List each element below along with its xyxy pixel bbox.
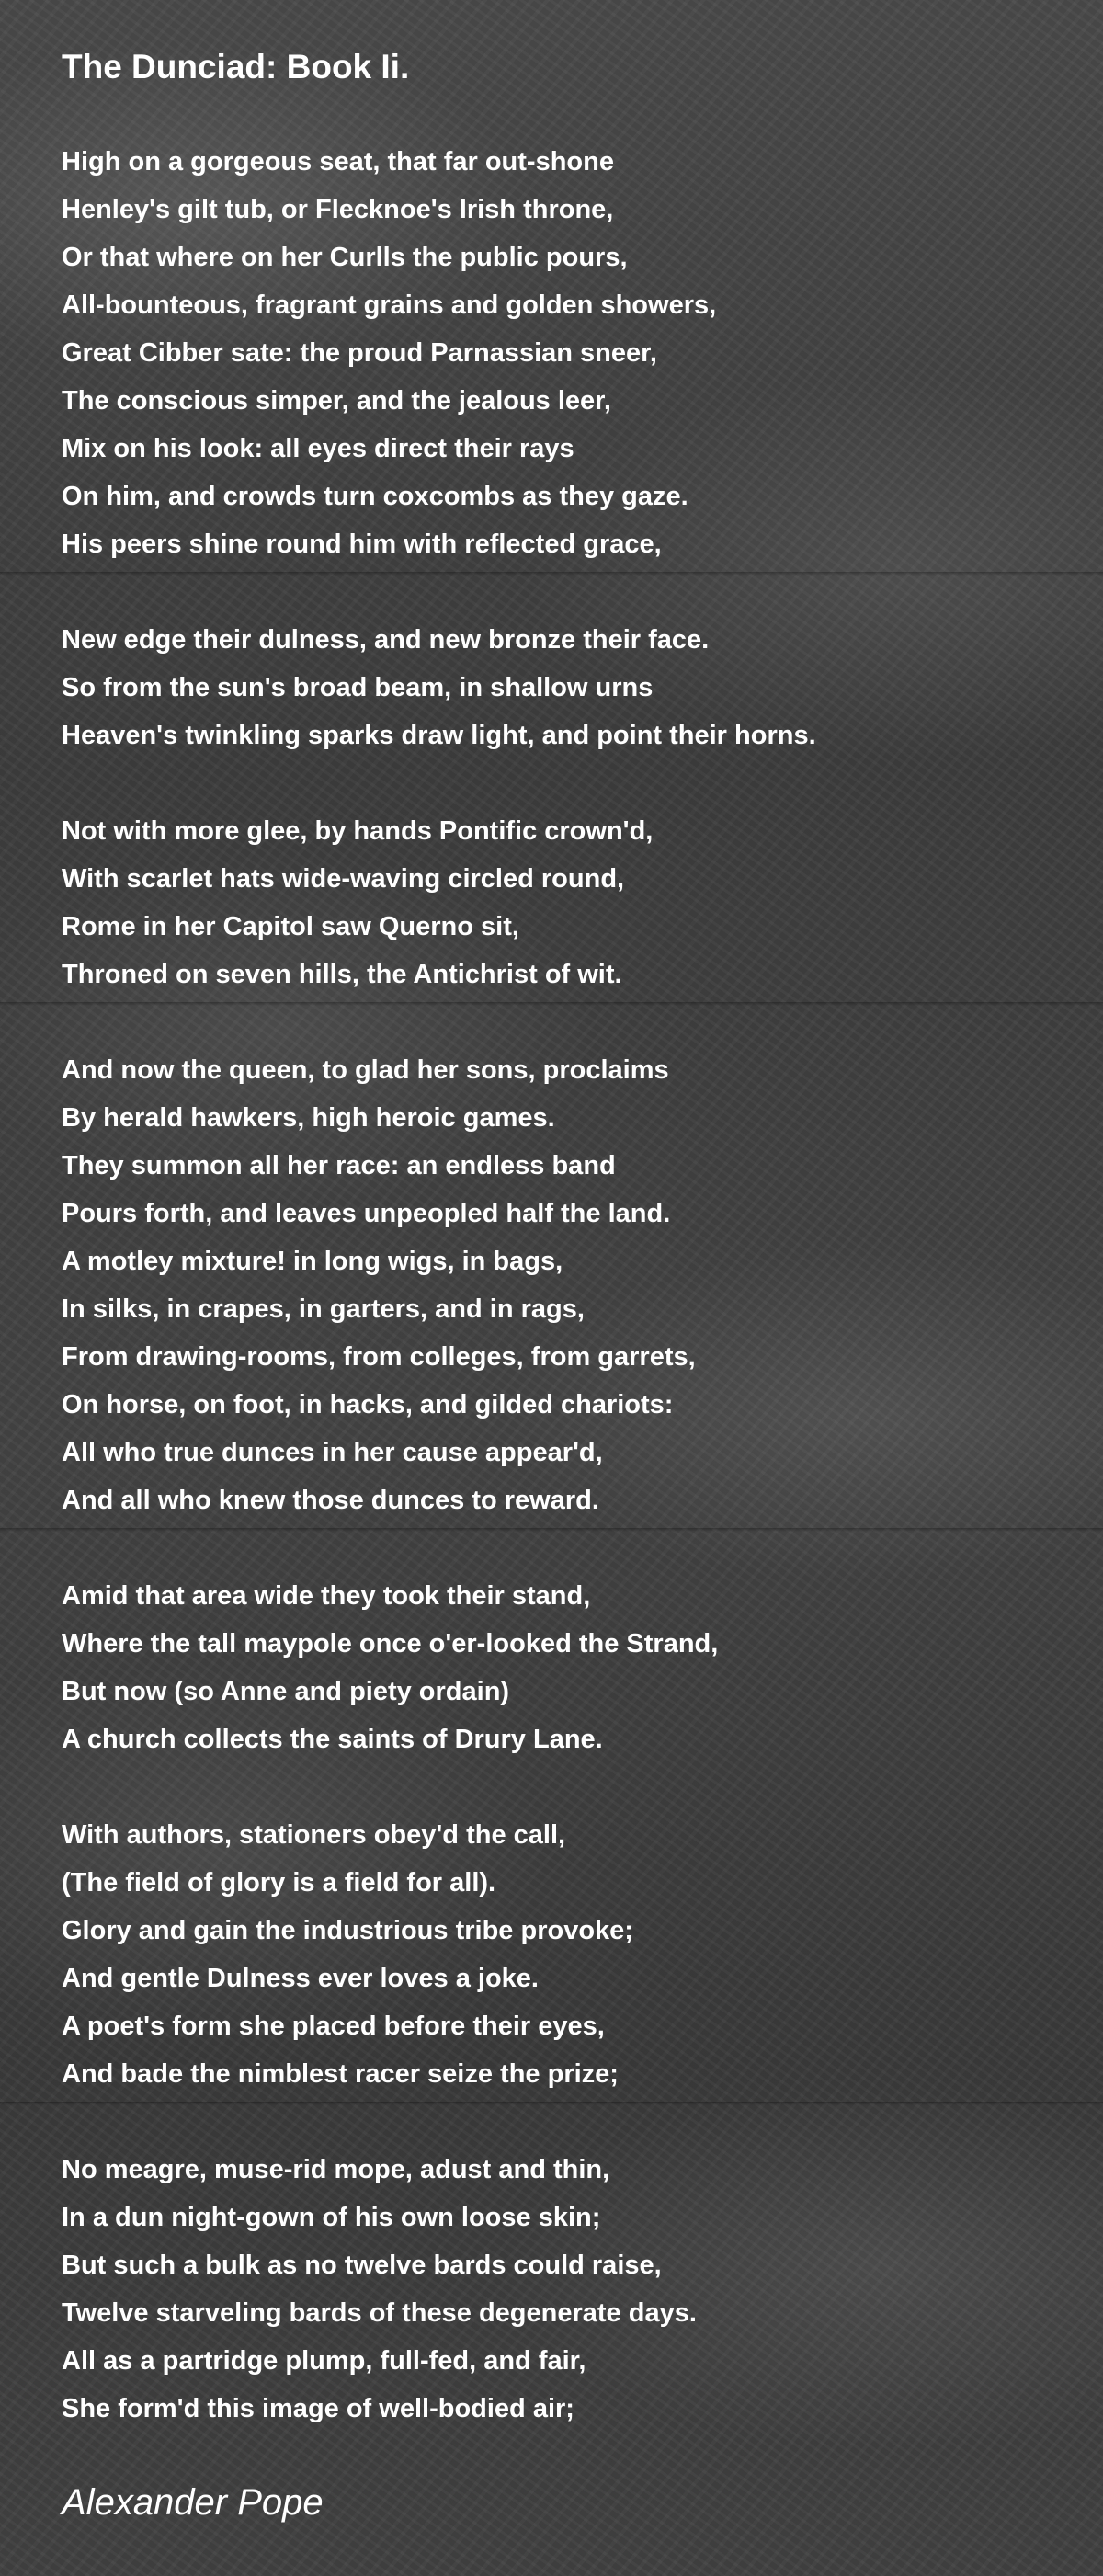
poem-line: All-bounteous, fragrant grains and golden showers, (62, 291, 717, 320)
poem-line: Not with more glee, by hands Pontific crown'd, (62, 816, 654, 846)
poem-line: From drawing-rooms, from colleges, from garrets, (62, 1342, 696, 1372)
poem-body (62, 138, 1054, 2480)
poem-line: And all who knew those dunces to reward. (62, 1486, 599, 1515)
poem-line: Amid that area wide they took their stand, (62, 1581, 591, 1611)
poem-line: (The field of glory is a field for all). (62, 1868, 496, 1898)
poem-line: On horse, on foot, in hacks, and gilded chariots: (62, 1390, 674, 1419)
poem-stanza (62, 1811, 1054, 2098)
poem-line: But now (so Anne and piety ordain) (62, 1677, 510, 1706)
poem-line: His peers shine round him with reflected grace, (62, 530, 662, 559)
poem-line: The conscious simper, and the jealous leer, (62, 386, 611, 416)
poem-line: Glory and gain the industrious tribe provoke; (62, 1916, 633, 1945)
poem-line: All who true dunces in her cause appear'd, (62, 1438, 603, 1467)
poem-line: On him, and crowds turn coxcombs as they gaze. (62, 482, 688, 511)
poem-line: With authors, stationers obey'd the call, (62, 1820, 566, 1850)
poem-line: A poet's form she placed before their eyes, (62, 2012, 605, 2041)
poem-line: And gentle Dulness ever loves a joke. (62, 1964, 539, 1993)
poem-line: And bade the nimblest racer seize the prize; (62, 2059, 619, 2089)
poem-line: In a dun night-gown of his own loose skin; (62, 2203, 601, 2232)
poem-line: Pours forth, and leaves unpeopled half the land. (62, 1199, 671, 1228)
poem-line: Heaven's twinkling sparks draw light, and point their horns. (62, 721, 816, 750)
poem-line: Or that where on her Curlls the public pours, (62, 243, 628, 272)
poem-stanza (62, 616, 1054, 759)
poem-line: Where the tall maypole once o'er-looked the Strand, (62, 1629, 719, 1658)
poem-line: A church collects the saints of Drury Lane. (62, 1725, 603, 1754)
poem-line: But such a bulk as no twelve bards could raise, (62, 2251, 662, 2280)
poem-line: Mix on his look: all eyes direct their rays (62, 434, 574, 463)
poem-line: Twelve starveling bards of these degenerate days. (62, 2298, 697, 2328)
poem-line: Great Cibber sate: the proud Parnassian sneer, (62, 338, 657, 368)
poem-stanza (62, 1046, 1054, 1524)
poem-line: All as a partridge plump, full-fed, and fair, (62, 2346, 586, 2376)
poem-stanza (62, 807, 1054, 998)
poem-line: Throned on seven hills, the Antichrist of wit. (62, 960, 622, 989)
poem-line: In silks, in crapes, in garters, and in rags, (62, 1294, 585, 1324)
poem-author: Alexander Pope (62, 2482, 324, 2523)
poem-title: The Dunciad: Book Ii. (62, 48, 410, 85)
poem-line: She form'd this image of well-bodied air; (62, 2394, 574, 2423)
poem-line: And now the queen, to glad her sons, proclaims (62, 1055, 669, 1085)
poem-line: High on a gorgeous seat, that far out-shone (62, 147, 614, 177)
poem-line: Henley's gilt tub, or Flecknoe's Irish throne, (62, 195, 614, 224)
poem-stanza (62, 138, 1054, 568)
poem-line: New edge their dulness, and new bronze their face. (62, 625, 710, 655)
poem-stanza (62, 1572, 1054, 1763)
poem-stanza (62, 2146, 1054, 2433)
poem-line: By herald hawkers, high heroic games. (62, 1103, 555, 1133)
poem-line: A motley mixture! in long wigs, in bags, (62, 1247, 563, 1276)
poem-line: With scarlet hats wide-waving circled round, (62, 864, 625, 894)
poem-line: So from the sun's broad beam, in shallow urns (62, 673, 654, 702)
poem-line: They summon all her race: an endless band (62, 1151, 616, 1180)
poem-line: No meagre, muse-rid mope, adust and thin, (62, 2155, 610, 2184)
poem-line: Rome in her Capitol saw Querno sit, (62, 912, 519, 941)
